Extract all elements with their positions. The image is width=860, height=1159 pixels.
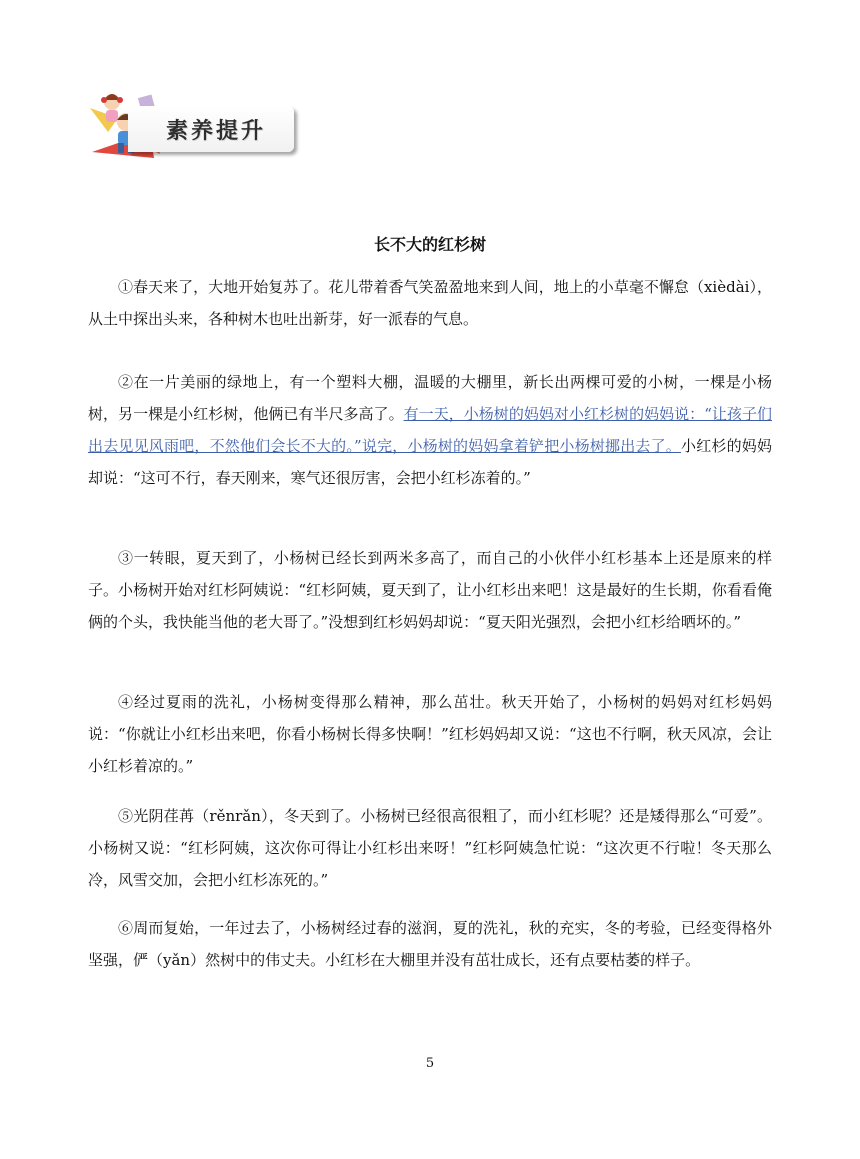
banner-title: 素养提升 [166,119,267,144]
paragraph-5: ⑤光阴荏苒（rěnrǎn），冬天到了。小杨树已经很高很粗了，而小红杉呢？还是矮得那么“可爱”。小杨树又说：“红杉阿姨，这次你可得让小红杉出来呀！”红杉阿姨急忙说：“这次更不行啦！冬天那么冷，风雪交加，会把小红杉冻死的。” [88,807,772,889]
paragraph-1: ①春天来了，大地开始复苏了。花儿带着香气笑盈盈地来到人间，地上的小草毫不懈怠（xièdài），从土中探出头来，各种树木也吐出新芽，好一派春的气息。 [88,278,772,328]
paragraph-2-tail: 小红杉的妈妈却说：“这可不行，春天刚来，寒气还很厉害，会把小红杉冻着的。” [88,437,772,487]
article-title: 长不大的红杉树 [373,235,486,254]
paragraph-4: ④经过夏雨的洗礼，小杨树变得那么精神，那么茁壮。秋天开始了，小杨树的妈妈对红杉妈妈说：“你就让小红杉出来吧，你看小杨树长得多快啊！”红杉妈妈却又说：“这也不行啊，秋天风凉，会让小红杉着凉的。” [88,693,772,775]
paragraph-2 [88,366,772,494]
paragraph-3: ③一转眼，夏天到了，小杨树已经长到两米多高了，而自己的小伙伴小红杉基本上还是原来的样子。小杨树开始对红杉阿姨说：“红杉阿姨，夏天到了，让小红杉出来吧！这是最好的生长期，你看看俺俩的个头，我快能当他的老大哥了。”没想到红杉妈妈却说：“夏天阳光强烈，会把小红杉给晒坏的。” [88,549,772,631]
paragraph-2-text: ②在一片美丽的绿地上，有一个塑料大棚，温暖的大棚里，新长出两棵可爱的小树，一棵是小杨树，另一棵是小红杉树，他俩已有半尺多高了。 [88,373,772,423]
section-banner [88,88,294,164]
paragraph-6: ⑥周而复始，一年过去了，小杨树经过春的滋润，夏的洗礼，秋的充实，冬的考验，已经变得格外坚强，俨（yǎn）然树中的伟丈夫。小红杉在大棚里并没有茁壮成长，还有点要枯萎的样子。 [88,919,772,969]
page-number: 5 [425,1056,435,1071]
underlined-sentence: 有一天，小杨树的妈妈对小红杉树的妈妈说：“让孩子们出去见见风雨吧，不然他们会长不大的。”说完，小杨树的妈妈拿着铲把小杨树挪出去了。 [88,405,772,455]
